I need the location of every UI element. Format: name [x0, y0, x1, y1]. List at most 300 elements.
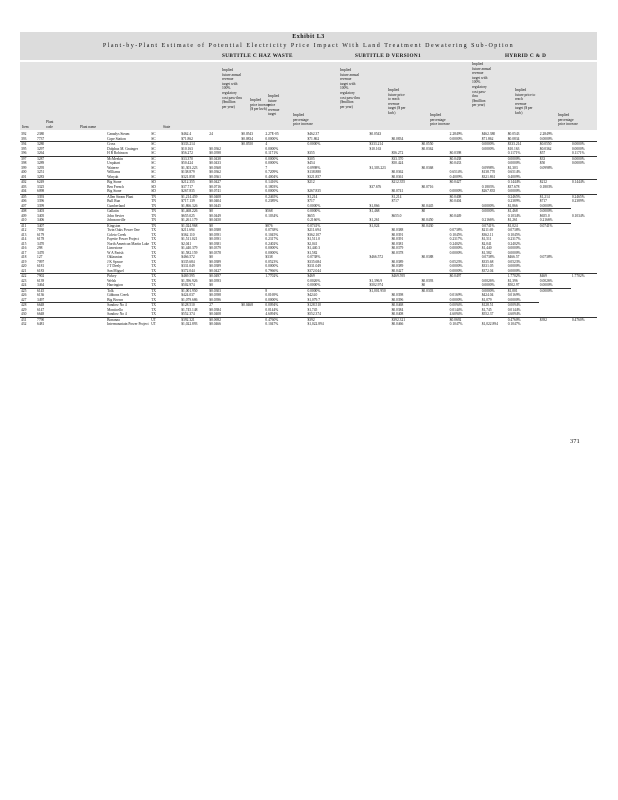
row-value [369, 322, 391, 327]
row-value: $0.0550 [240, 142, 264, 147]
row-value: $321.861 [481, 174, 496, 179]
row-value: 0.0738% [449, 228, 463, 233]
row-plant-code: 3407 [36, 223, 106, 228]
row-state: TX [151, 307, 156, 312]
row-plant-code: 3280 [36, 142, 106, 147]
row-value: $1,024 [369, 223, 391, 228]
row-value: $0.0449 [209, 213, 221, 218]
row-value: $0.0445 [209, 203, 221, 208]
row-value: $0.0408 [209, 312, 221, 317]
row-plant-name: Bonanza [106, 317, 150, 322]
row-value: $0.0398 [209, 151, 221, 156]
row-value: $362.110 [181, 232, 195, 237]
row-value: $466.572 [181, 255, 195, 260]
row-plant-code: 3283 [37, 174, 45, 179]
row-item: 397 [20, 156, 36, 161]
row-value: $1,022.893 [181, 322, 198, 327]
row-value: 0.1171% [265, 151, 279, 156]
row-value: 24 [209, 132, 213, 137]
col-plant-name: Plant name [80, 125, 97, 129]
row-value: 0.1444% [571, 180, 597, 185]
section-subtitle-d: SUBTITLE D VERSION1 [355, 53, 422, 59]
row-value: $333.214 [180, 142, 208, 147]
row-value: 0.0000% [481, 288, 507, 293]
row-value: $568 [264, 209, 306, 214]
row-state: SC [150, 142, 180, 147]
row-value: $0.0393 [209, 278, 221, 283]
row-value: $0.0468 [240, 303, 264, 308]
row-value: $0.0378 [391, 250, 404, 255]
row-value: 0.0738% [265, 228, 279, 233]
row-state: SC [151, 151, 156, 156]
row-value: $0.0303 [421, 288, 449, 293]
page-number: 371 [570, 438, 580, 445]
row-value: $1,511.021 [181, 237, 198, 242]
row-plant-name: Pirkey [106, 274, 150, 279]
row-value: $50 [539, 161, 546, 166]
row-item: 394 [20, 142, 36, 147]
row-value: 0.6514% [449, 170, 463, 175]
row-value: $331.049 [307, 264, 321, 269]
row-value: $305 [306, 156, 368, 161]
row-value: $1,261 [507, 218, 518, 223]
col-h-price: Implied future price to reach revenue target ($ per kwh) [515, 88, 536, 115]
row-value: 0.0000% [265, 189, 279, 194]
row-value: 0.1803% [539, 184, 553, 189]
row-value: $1,440 [481, 246, 492, 251]
col-h-pct: Implied percentage price increase [558, 113, 578, 127]
row-value: 0.0998% [481, 165, 495, 170]
row-item: 396 [21, 151, 27, 156]
row-plant-name: W A Parish [107, 250, 124, 255]
row-value: 0.0094% [507, 303, 539, 308]
row-item: 416 [21, 246, 27, 251]
row-value: $1,214 [306, 194, 368, 199]
row-plant-code: 3396 [37, 199, 45, 204]
row-value: 2.2849% [449, 132, 463, 137]
row-value: $0.0391 [391, 232, 404, 237]
row-item: 432 [21, 322, 27, 327]
row-value: $0.0433 [209, 161, 221, 166]
row-state: TX [151, 297, 156, 302]
row-value: 0.0000% [539, 288, 571, 293]
row-item: 395 [21, 146, 27, 151]
row-value: 8 [264, 288, 306, 293]
row-plant-code: 3295 [37, 165, 45, 170]
col-d-revenue: Implied future annual revenue target with 100% regulatory cost pass-thru ($million per year) [340, 68, 360, 109]
row-value: $1,468 [507, 209, 539, 214]
row-value: 0.0000% [306, 288, 368, 293]
row-value: 7 [265, 165, 268, 170]
row-value: $0 [421, 209, 449, 214]
col-c-price: Implied price increase ($ per kwh) [250, 98, 270, 112]
row-value: $1,440.379 [181, 246, 198, 251]
row-value: 0.0144% [265, 307, 279, 312]
row-value: $1,079.7 [307, 297, 321, 302]
row-value: 0.2166% [539, 218, 553, 223]
row-value: $0.0396 [391, 297, 404, 302]
row-value: $0 [421, 283, 426, 288]
row-plant-name: Ben French [107, 184, 124, 189]
row-value: $462.37 [307, 132, 320, 137]
row-value: $1,022.894 [307, 322, 324, 327]
row-item: 422 [20, 274, 36, 279]
row-value: $0.0381 [391, 241, 404, 246]
row-plant-name: Tolk [106, 288, 150, 293]
table-row [20, 274, 597, 279]
row-state: SD [151, 189, 156, 194]
row-value: $502.97 [507, 283, 520, 288]
row-item: 405 [20, 194, 36, 199]
row-value: 0.0738% [481, 255, 495, 260]
row-plant-code: 3497 [37, 297, 45, 302]
row-value: 0.0523% [265, 259, 279, 264]
row-value: $0.0543 [507, 132, 520, 137]
row-value: $1,303 [507, 165, 518, 170]
row-value: $128.510 [306, 303, 368, 308]
row-plant-name: Kingston [106, 223, 150, 228]
row-value: 4.6094% [449, 312, 463, 317]
row-plant-name: J K Spruce [107, 259, 123, 264]
row-item: 409 [21, 213, 27, 218]
row-value: 0.0094% [449, 303, 481, 308]
row-plant-code: 298 [37, 246, 43, 251]
row-plant-name: Winyah [107, 174, 119, 179]
row-value: 1.7702% [264, 274, 306, 279]
row-state: TX [150, 274, 180, 279]
row-value: 0.0000% [481, 146, 495, 151]
row-value: $0.0450 [209, 218, 221, 223]
row-item: 408 [20, 209, 36, 214]
row-value: $355 [307, 151, 315, 156]
row-value: $1,079.686 [181, 297, 198, 302]
row-value: 0.1171% [571, 151, 585, 156]
row-value: $211.694 [181, 228, 195, 233]
row-value: 0.2465% [571, 194, 597, 199]
row-item: 403 [21, 184, 27, 189]
row-value: $0.0381 [209, 241, 221, 246]
table-row [20, 322, 597, 327]
row-item: 425 [20, 288, 36, 293]
row-plant-code: 7902 [36, 274, 106, 279]
row-value: $1,866 [507, 203, 518, 208]
row-value: $0.0834 [391, 136, 404, 141]
row-value: $1,468.226 [180, 209, 208, 214]
row-value: 0.1803% [481, 184, 495, 189]
row-value: 0.4760% [571, 317, 597, 322]
row-value: 0.2389% [507, 199, 521, 204]
section-subtitle-c: SUBTITLE C HAZ WASTE [222, 53, 293, 59]
exhibit-label: Exhibit L3 [292, 34, 325, 40]
row-value: 0.0000% [306, 142, 368, 147]
row-value: 0.0000% [449, 250, 463, 255]
row-value: $0.0438 [208, 156, 240, 161]
row-plant-code: 3403 [36, 209, 106, 214]
row-value: $335.684 [307, 259, 321, 264]
row-value: $0.0388 [421, 255, 434, 260]
row-value: $0.0362 [209, 146, 221, 151]
row-state: TX [151, 255, 156, 260]
row-value: $321.857 [307, 174, 321, 179]
col-item: Item [22, 125, 29, 129]
row-value: $1,745.148 [181, 307, 198, 312]
row-value: 0.0741% [481, 223, 507, 228]
row-value: 0.0094% [264, 303, 306, 308]
row-value: $372.044 [307, 268, 321, 273]
row-plant-name: Sandow No 4 [106, 303, 150, 308]
row-state: UT [151, 322, 156, 327]
row-state: TX [151, 312, 156, 317]
row-value: $1,582.159 [181, 250, 198, 255]
row-plant-code: 3406 [37, 218, 45, 223]
row-value: $0.0468 [391, 303, 421, 308]
row-value: 0.0000% [449, 264, 463, 269]
row-value: $0.0362 [391, 170, 404, 175]
row-value: $1,001 [507, 288, 539, 293]
row-value: $655.0 [391, 213, 402, 218]
row-value: 0.0144% [449, 307, 463, 312]
row-value: $0.0497 [208, 274, 240, 279]
table-row [20, 255, 597, 260]
row-value: 0.0000% [571, 161, 585, 166]
row-value: $1,001.950 [180, 288, 208, 293]
row-state: TX [151, 237, 156, 242]
row-state: SD [151, 184, 156, 189]
row-plant-code: 3399 [37, 203, 45, 208]
row-state: SC [151, 136, 156, 141]
row-value: $552.374 [307, 312, 321, 317]
row-value: 0.1045% [449, 232, 463, 237]
row-plant-code: 7737 [37, 136, 45, 141]
row-value: $0.0716 [209, 184, 221, 189]
row-state: SC [151, 161, 156, 166]
row-state: TN [151, 199, 156, 204]
row-value: $424.04 [481, 293, 494, 298]
row-value: $37.678 [507, 184, 520, 189]
row-value: 0.7966% [265, 268, 279, 273]
table-row [20, 175, 597, 180]
row-value: 0.0738% [307, 255, 321, 260]
row-value: $0.0427 [208, 180, 240, 185]
row-value: $469 [306, 274, 368, 279]
row-plant-code: 3405 [37, 213, 45, 218]
row-item: 428 [20, 303, 36, 308]
row-value: $424.037 [181, 293, 195, 298]
col-c-pct: Implied percentage price increase [293, 113, 313, 127]
row-plant-code: 7030 [37, 228, 45, 233]
row-value: $267.835 [307, 189, 321, 194]
row-plant-name: San Miguel [107, 268, 124, 273]
row-plant-name: Cross [106, 142, 150, 147]
row-state: TN [150, 223, 180, 228]
row-value: $1,214.459 [180, 194, 208, 199]
row-value: 0.6514% [507, 170, 521, 175]
row-value: 0.2389% [571, 199, 585, 204]
table-row [20, 303, 597, 308]
row-value: $0.0408 [449, 194, 481, 199]
row-state: TX [151, 293, 156, 298]
row-value: 0.0000% [571, 156, 597, 161]
row-value: 0.2402% [449, 241, 463, 246]
row-value: $2,041 [307, 241, 318, 246]
row-value: $1,001.950 [369, 288, 391, 293]
row-item: 411 [20, 223, 36, 228]
row-value: 0.0000% [265, 297, 279, 302]
row-value: 2.2849% [539, 132, 553, 137]
row-item: 412 [21, 228, 27, 233]
row-value: 0.1045% [507, 232, 521, 237]
row-state: SC [151, 146, 156, 151]
row-value: $331.05 [481, 264, 494, 269]
row-value: $128.510 [180, 303, 208, 308]
row-value: $0.0389 [209, 259, 221, 264]
row-value: $0.0466 [209, 322, 221, 327]
row-value: $0.0543 [241, 132, 254, 137]
row-value: $0 [209, 283, 213, 288]
row-value: $0.0427 [391, 268, 404, 273]
col-h-revenue: Implied future annual revenue target with 100% regulatory cost pass- thru ($million per year) [472, 62, 492, 108]
row-value: 0.0000% [507, 297, 521, 302]
row-value: 0.2402% [265, 241, 279, 246]
row-item: 415 [21, 241, 27, 246]
row-value: $211.69 [481, 228, 494, 233]
row-value: 0.0000% [507, 189, 521, 194]
table-row [20, 264, 597, 269]
table-row [20, 151, 597, 156]
row-value: 0.0169% [449, 293, 463, 298]
row-value: $333.214 [369, 142, 391, 147]
row-plant-code: 3264 [37, 151, 45, 156]
row-item: 398 [21, 161, 27, 166]
row-value: $0.0361 [391, 174, 404, 179]
row-value: $717 [539, 199, 547, 204]
row-value: $56.272 [181, 151, 193, 156]
table-row [20, 293, 597, 298]
col-c-revenue: Implied future annual revenue target with 100% regulatory cost pass-thru ($million per year) [222, 68, 242, 109]
row-value: 4 [264, 142, 306, 147]
row-item: 419 [21, 259, 27, 264]
row-value: $372.044 [181, 268, 195, 273]
row-plant-name: Intermountain Power Project [107, 322, 149, 327]
row-value [421, 322, 449, 327]
row-value: $0.0466 [391, 322, 404, 327]
row-item: 393 [21, 136, 27, 141]
row-value: 0.0523% [507, 259, 521, 264]
row-plant-name: Gallatin [106, 209, 150, 214]
row-plant-code: 6145 [36, 288, 106, 293]
row-value: $717 [391, 199, 399, 204]
row-value: $0.0408 [391, 312, 404, 317]
row-value: $0.0398 [209, 293, 221, 298]
row-value: $0.0834 [241, 136, 254, 141]
row-plant-code: 6648 [36, 303, 106, 308]
row-value: $1,440.3 [307, 246, 321, 251]
row-value: $469 [539, 274, 571, 279]
row-value: 0.0738% [507, 228, 521, 233]
row-value: 0.4760% [507, 317, 539, 322]
row-value: $71.862 [181, 136, 193, 141]
row-value: $33 [539, 156, 571, 161]
row-value: $0 [208, 223, 240, 228]
row-value: 0.0000% [507, 264, 521, 269]
table-row [20, 142, 597, 147]
row-value: 0.0000% [264, 156, 306, 161]
row-state: SC [151, 170, 156, 175]
row-item: 413 [21, 232, 27, 237]
row-value: 0.0000% [507, 161, 521, 166]
row-state: SD [150, 180, 180, 185]
row-item: 429 [21, 307, 27, 312]
row-plant-name: J T Deely [107, 264, 121, 269]
row-value: 0.0000% [539, 209, 571, 214]
col-state: State [163, 125, 171, 129]
row-value: 0.1803% [265, 184, 279, 189]
row-value: 0.0998% [307, 165, 321, 170]
row-value: $462.380 [481, 132, 496, 137]
row-value: 0.4009% [449, 174, 463, 179]
row-value: $50.424 [181, 161, 193, 166]
row-value: $466.572 [369, 255, 384, 260]
row-value: $1,745 [307, 307, 318, 312]
row-item: 417 [21, 250, 27, 255]
row-value: 0.1416% [264, 180, 306, 185]
table-row [20, 218, 597, 223]
row-value: $1,866.326 [181, 203, 198, 208]
row-value: 0.0000% [265, 246, 279, 251]
row-value: $0.0449 [449, 213, 462, 218]
row-value: $10.163 [507, 146, 520, 151]
row-value: 0.0000% [507, 246, 521, 251]
row-value: 0.0000% [539, 203, 553, 208]
row-value: $33.370 [391, 156, 421, 161]
row-item: 399 [21, 165, 27, 170]
row-value: 0.1171% [507, 151, 521, 156]
row-value: $0.0741 [209, 189, 221, 194]
row-value: $0.0393 [421, 278, 434, 283]
row-value: $0.0427 [449, 180, 481, 185]
row-value: $50.424 [391, 161, 404, 166]
row-plant-name: Urquhart [107, 161, 121, 166]
table-row [20, 170, 597, 175]
row-value: $362.107 [307, 232, 321, 237]
row-value: 0.0169% [507, 293, 521, 298]
data-table [20, 132, 597, 327]
row-value: $138.880 [307, 170, 321, 175]
row-value: $0.0391 [209, 232, 221, 237]
row-value: $1,214 [539, 194, 571, 199]
row-value: 0.1045% [265, 232, 279, 237]
row-value: $0.0716 [421, 184, 434, 189]
row-value: $0.0692 [208, 317, 240, 322]
row-value: $0.0379 [391, 246, 404, 251]
row-value: 0.0000% [507, 268, 521, 273]
row-value: 2.27E-05 [265, 132, 279, 137]
row-plant-code: 3289 [37, 161, 45, 166]
row-plant-name: Dolphus M. Grainger [107, 146, 138, 151]
row-plant-name: Williams [107, 170, 121, 175]
row-plant-code: 6136 [37, 293, 45, 298]
row-value: $0 [209, 255, 213, 260]
row-state: TX [150, 288, 180, 293]
row-value: $212.355 [391, 180, 421, 185]
row-value: $128.51 [481, 303, 507, 308]
row-state: SC [150, 156, 180, 161]
row-value: $2,041 [481, 241, 492, 246]
row-plant-name: Big Stone [107, 189, 122, 194]
row-value: 0.0000% [265, 264, 279, 269]
row-value: $876 [264, 223, 306, 228]
row-value: $0.0408 [208, 194, 240, 199]
